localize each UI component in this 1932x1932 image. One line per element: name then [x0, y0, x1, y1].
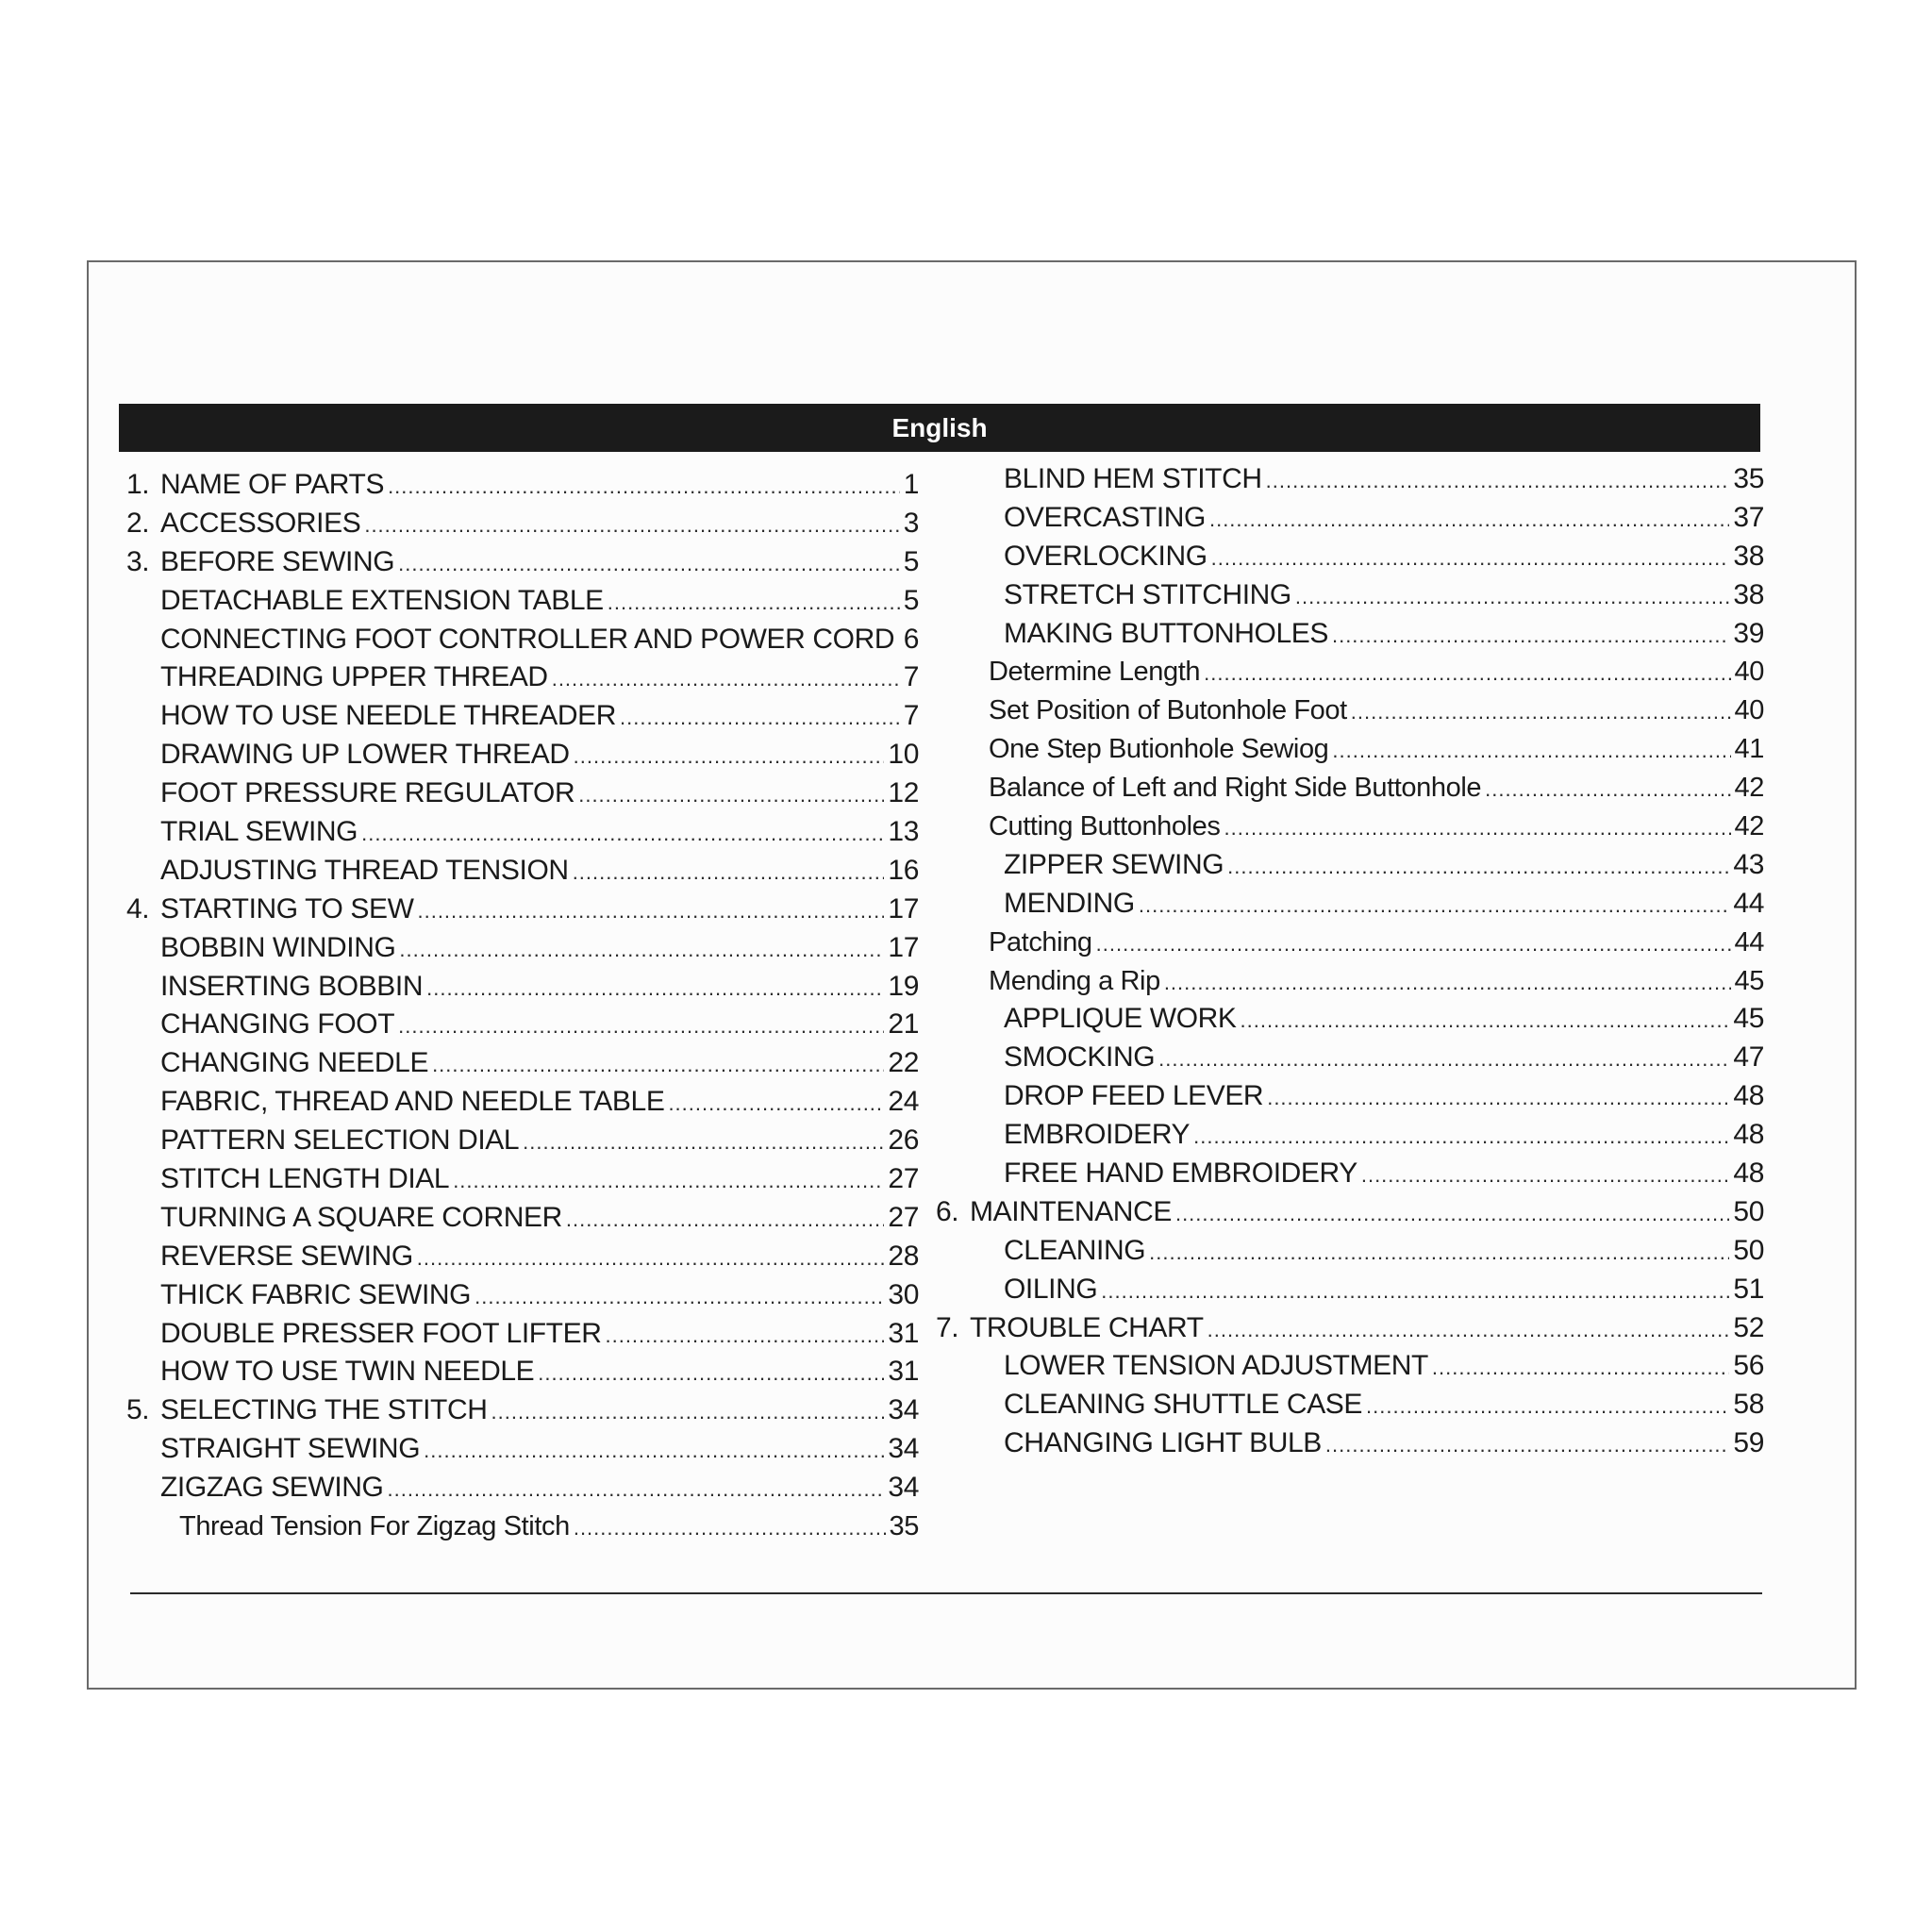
toc-entry-page: 27	[888, 1201, 919, 1233]
toc-leader-dots	[399, 931, 884, 970]
toc-leader-dots	[1241, 1002, 1730, 1041]
toc-entry-page: 45	[1734, 965, 1764, 996]
toc-leader-dots	[538, 1355, 884, 1393]
toc-leader-dots	[426, 970, 884, 1008]
toc-entry	[970, 1116, 1764, 1155]
toc-entry-label: CLEANING	[1004, 1234, 1146, 1266]
toc-entry-label: EMBROIDERY	[1004, 1119, 1191, 1151]
toc-entry	[970, 653, 1764, 691]
toc-entry-label: BOBBIN WINDING	[160, 931, 396, 963]
toc-entry-page: 34	[888, 1433, 919, 1465]
toc-entry-number: 1.	[126, 469, 150, 500]
toc-entry-page: 42	[1734, 811, 1764, 842]
toc-entry	[126, 658, 919, 697]
toc-leader-dots	[417, 892, 884, 931]
toc-entry-page: 22	[888, 1047, 919, 1079]
toc-leader-dots	[1366, 1388, 1729, 1426]
toc-leader-dots	[1158, 1041, 1729, 1079]
toc-leader-dots	[1204, 655, 1730, 693]
toc-leader-dots	[398, 1008, 884, 1046]
toc-leader-dots	[475, 1278, 884, 1317]
toc-entry	[970, 924, 1764, 962]
toc-leader-dots	[1139, 887, 1730, 925]
toc-entry-page: 35	[1733, 463, 1764, 494]
toc-entry	[126, 1469, 919, 1507]
toc-entry-page: 44	[1734, 926, 1764, 958]
toc-entry-label: MAINTENANCE	[970, 1195, 1172, 1227]
toc-entry-label: Balance of Left and Right Side Buttonhole	[989, 773, 1482, 804]
toc-entry-page: 5	[903, 545, 919, 577]
toc-entry-label: CHANGING FOOT	[160, 1008, 395, 1041]
toc-entry-page: 50	[1733, 1234, 1764, 1266]
toc-entry-label: SMOCKING	[1004, 1041, 1156, 1074]
toc-leader-dots	[566, 1201, 885, 1240]
toc-entry	[126, 1122, 919, 1160]
toc-leader-dots	[1332, 732, 1730, 771]
toc-entry	[126, 697, 919, 736]
toc-entry-page: 13	[888, 816, 919, 848]
toc-entry	[970, 1077, 1764, 1116]
toc-entry-label: MAKING BUTTONHOLES	[1004, 617, 1328, 649]
toc-leader-dots	[417, 1240, 885, 1278]
toc-entry-label: ADJUSTING THREAD TENSION	[160, 854, 569, 886]
toc-leader-dots	[453, 1162, 884, 1201]
toc-leader-dots	[1211, 540, 1730, 578]
toc-leader-dots	[1164, 964, 1731, 1003]
toc-entry-label: TROUBLE CHART	[970, 1311, 1204, 1343]
toc-entry	[126, 621, 919, 659]
toc-right-column	[936, 460, 1764, 1463]
toc-entry	[970, 885, 1764, 924]
toc-leader-dots	[1332, 617, 1729, 656]
toc-entry-page: 59	[1733, 1427, 1764, 1459]
toc-entry-label: BLIND HEM STITCH	[1004, 463, 1262, 494]
toc-entry-page: 47	[1733, 1041, 1764, 1074]
toc-leader-dots	[1096, 925, 1731, 964]
toc-entry	[970, 962, 1764, 1001]
toc-leader-dots	[574, 738, 885, 776]
toc-entry-label: LOWER TENSION ADJUSTMENT	[1004, 1350, 1428, 1382]
toc-entry-label: THREADING UPPER THREAD	[160, 661, 548, 693]
toc-entry-label: REVERSE SEWING	[160, 1240, 413, 1272]
toc-entry	[936, 1193, 1764, 1232]
toc-entry-page: 5	[903, 584, 919, 616]
toc-entry-page: 40	[1734, 695, 1764, 726]
toc-entry	[126, 852, 919, 891]
toc-entry-label: INSERTING BOBBIN	[160, 970, 424, 1002]
toc-entry-label: BEFORE SEWING	[160, 545, 395, 577]
toc-entry	[970, 615, 1764, 654]
toc-entry	[970, 730, 1764, 769]
toc-entry-page: 27	[888, 1163, 919, 1195]
toc-entry-page: 19	[888, 970, 919, 1002]
toc-entry-label: CONNECTING FOOT CONTROLLER AND POWER CORD	[160, 623, 895, 655]
toc-entry-page: 28	[888, 1240, 919, 1272]
toc-entry	[970, 769, 1764, 808]
toc-entry-label: Thread Tension For Zigzag Stitch	[179, 1511, 570, 1542]
toc-entry	[970, 808, 1764, 846]
toc-entry	[126, 1199, 919, 1238]
toc-leader-dots	[387, 1471, 884, 1509]
toc-entry-page: 35	[889, 1511, 919, 1542]
toc-entry	[970, 1347, 1764, 1386]
toc-entry-page: 34	[888, 1472, 919, 1504]
toc-entry	[126, 1083, 919, 1122]
toc-entry	[970, 1232, 1764, 1271]
toc-leader-dots	[364, 507, 899, 545]
toc-entry-label: DETACHABLE EXTENSION TABLE	[160, 584, 604, 616]
toc-entry-label: TURNING A SQUARE CORNER	[160, 1201, 562, 1233]
toc-entry-page: 31	[888, 1317, 919, 1349]
toc-leader-dots	[1175, 1195, 1729, 1234]
toc-leader-dots	[898, 623, 900, 661]
toc-entry-label: CHANGING LIGHT BULB	[1004, 1427, 1322, 1459]
toc-entry-label: FREE HAND EMBROIDERY	[1004, 1158, 1357, 1190]
toc-entry-label: Cutting Buttonholes	[989, 811, 1221, 842]
toc-entry-label: CHANGING NEEDLE	[160, 1047, 429, 1079]
toc-leader-dots	[608, 584, 900, 623]
toc-left-column	[126, 466, 919, 1546]
toc-entry	[970, 460, 1764, 499]
toc-entry-label: FOOT PRESSURE REGULATOR	[160, 777, 575, 809]
toc-entry-page: 34	[888, 1394, 919, 1426]
toc-entry-page: 38	[1733, 578, 1764, 610]
toc-leader-dots	[605, 1317, 884, 1356]
toc-entry	[126, 1507, 919, 1546]
toc-leader-dots	[1432, 1349, 1730, 1388]
toc-entry	[970, 691, 1764, 730]
toc-entry-label: ZIGZAG SEWING	[160, 1472, 384, 1504]
toc-leader-dots	[1485, 771, 1730, 809]
toc-leader-dots	[1351, 693, 1731, 732]
toc-entry-number: 2.	[126, 507, 150, 539]
toc-entry	[126, 929, 919, 968]
toc-entry-number: 4.	[126, 892, 150, 924]
toc-entry-page: 48	[1733, 1119, 1764, 1151]
toc-entry-page: 45	[1733, 1003, 1764, 1035]
toc-entry-page: 7	[903, 700, 919, 732]
toc-entry-page: 31	[888, 1356, 919, 1388]
toc-entry-label: OVERLOCKING	[1004, 540, 1208, 572]
toc-entry-page: 6	[903, 623, 919, 655]
toc-entry-page: 50	[1733, 1195, 1764, 1227]
toc-entry-page: 21	[888, 1008, 919, 1041]
toc-entry	[126, 582, 919, 621]
toc-entry	[970, 1424, 1764, 1463]
toc-leader-dots	[1101, 1273, 1729, 1311]
toc-leader-dots	[523, 1124, 884, 1162]
toc-entry	[126, 1276, 919, 1315]
toc-leader-dots	[578, 776, 884, 815]
toc-entry	[126, 774, 919, 813]
toc-leader-dots	[1209, 501, 1729, 540]
toc-entry	[970, 1271, 1764, 1309]
toc-entry	[126, 505, 919, 543]
toc-entry-page: 48	[1733, 1080, 1764, 1112]
toc-leader-dots	[1361, 1157, 1730, 1195]
toc-entry-label: ACCESSORIES	[160, 507, 361, 539]
toc-entry-number: 5.	[126, 1394, 150, 1426]
toc-leader-dots	[398, 545, 900, 584]
toc-entry	[126, 1006, 919, 1044]
toc-entry-page: 44	[1733, 887, 1764, 919]
toc-entry-label: STITCH LENGTH DIAL	[160, 1163, 450, 1195]
toc-entry-label: PATTERN SELECTION DIAL	[160, 1124, 520, 1157]
toc-entry	[970, 499, 1764, 538]
toc-entry	[126, 1353, 919, 1391]
toc-entry	[970, 1386, 1764, 1424]
toc-entry-label: SELECTING THE STITCH	[160, 1394, 488, 1426]
toc-entry	[126, 891, 919, 929]
toc-entry	[970, 846, 1764, 885]
toc-entry	[126, 466, 919, 505]
toc-entry-label: Determine Length	[989, 657, 1201, 688]
toc-leader-dots	[1325, 1426, 1730, 1465]
toc-leader-dots	[1266, 462, 1730, 501]
toc-entry-page: 12	[888, 777, 919, 809]
toc-leader-dots	[388, 468, 900, 507]
toc-leader-dots	[1267, 1079, 1729, 1118]
toc-entry-label: CLEANING SHUTTLE CASE	[1004, 1389, 1363, 1421]
toc-entry-label: TRIAL SEWING	[160, 816, 358, 848]
toc-entry	[126, 968, 919, 1007]
toc-leader-dots	[1149, 1234, 1729, 1273]
toc-leader-dots	[1193, 1118, 1729, 1157]
toc-entry-label: STRETCH STITCHING	[1004, 578, 1291, 610]
toc-leader-dots	[432, 1046, 884, 1085]
toc-entry	[126, 1315, 919, 1354]
toc-entry-label: Set Position of Butonhole Foot	[989, 695, 1347, 726]
toc-leader-dots	[574, 1509, 886, 1548]
toc-entry	[970, 1000, 1764, 1039]
toc-entry-label: DROP FEED LEVER	[1004, 1080, 1264, 1112]
toc-entry-page: 3	[903, 507, 919, 539]
toc-entry-page: 30	[888, 1278, 919, 1310]
toc-entry-label: MENDING	[1004, 887, 1135, 919]
header-title: English	[891, 413, 988, 442]
toc-leader-dots	[424, 1432, 884, 1471]
toc-entry-label: Mending a Rip	[989, 965, 1160, 996]
toc-leader-dots	[620, 699, 900, 738]
toc-entry-page: 1	[903, 469, 919, 500]
toc-entry-page: 16	[888, 854, 919, 886]
toc-entry-label: ZIPPER SEWING	[1004, 848, 1224, 880]
toc-leader-dots	[1227, 848, 1729, 887]
toc-entry-label: STRAIGHT SEWING	[160, 1433, 421, 1465]
toc-entry	[126, 1238, 919, 1276]
footer-rule	[130, 1592, 1762, 1594]
toc-entry-number: 3.	[126, 545, 150, 577]
language-header-bar	[119, 404, 1760, 452]
toc-entry-label: NAME OF PARTS	[160, 469, 385, 500]
toc-entry	[970, 538, 1764, 576]
toc-entry	[126, 1391, 919, 1430]
toc-entry-page: 41	[1734, 734, 1764, 765]
toc-entry-page: 43	[1733, 848, 1764, 880]
toc-leader-dots	[573, 854, 885, 892]
toc-leader-dots	[1295, 578, 1730, 617]
toc-entry-label: One Step Butionhole Sewiog	[989, 734, 1329, 765]
toc-entry	[936, 1309, 1764, 1348]
toc-entry-label: Patching	[989, 926, 1092, 958]
toc-entry-label: THICK FABRIC SEWING	[160, 1278, 472, 1310]
toc-entry-label: HOW TO USE TWIN NEEDLE	[160, 1356, 535, 1388]
toc-entry-label: DRAWING UP LOWER THREAD	[160, 739, 570, 771]
toc-entry-label: OILING	[1004, 1273, 1098, 1305]
toc-entry-page: 10	[888, 739, 919, 771]
toc-entry	[126, 813, 919, 852]
toc-entry-page: 24	[888, 1086, 919, 1118]
toc-entry-page: 17	[888, 931, 919, 963]
toc-entry	[970, 576, 1764, 615]
toc-entry	[126, 1430, 919, 1469]
toc-leader-dots	[1208, 1311, 1730, 1350]
toc-leader-dots	[491, 1393, 885, 1432]
toc-leader-dots	[668, 1085, 884, 1124]
toc-entry-page: 56	[1733, 1350, 1764, 1382]
toc-entry-page: 26	[888, 1124, 919, 1157]
toc-entry	[970, 1039, 1764, 1077]
toc-entry-page: 39	[1733, 617, 1764, 649]
toc-entry	[126, 1160, 919, 1199]
toc-entry-page: 51	[1733, 1273, 1764, 1305]
toc-entry-label: APPLIQUE WORK	[1004, 1003, 1237, 1035]
toc-entry-page: 38	[1733, 540, 1764, 572]
toc-entry-page: 58	[1733, 1389, 1764, 1421]
toc-entry-page: 7	[903, 661, 919, 693]
toc-leader-dots	[552, 660, 900, 699]
toc-entry-number: 7.	[936, 1311, 959, 1343]
toc-leader-dots	[1224, 809, 1731, 848]
toc-entry	[126, 1044, 919, 1083]
toc-entry-label: OVERCASTING	[1004, 501, 1206, 533]
toc-entry-label: STARTING TO SEW	[160, 892, 414, 924]
toc-entry	[126, 736, 919, 774]
toc-entry-label: DOUBLE PRESSER FOOT LIFTER	[160, 1317, 602, 1349]
toc-entry-page: 17	[888, 892, 919, 924]
toc-leader-dots	[361, 815, 884, 854]
toc-entry-page: 48	[1733, 1158, 1764, 1190]
toc-entry-label: FABRIC, THREAD AND NEEDLE TABLE	[160, 1086, 665, 1118]
toc-entry-page: 37	[1733, 501, 1764, 533]
toc-entry-page: 42	[1734, 773, 1764, 804]
toc-entry-page: 52	[1733, 1311, 1764, 1343]
toc-entry	[970, 1155, 1764, 1193]
toc-entry-page: 40	[1734, 657, 1764, 688]
toc-entry-number: 6.	[936, 1195, 959, 1227]
toc-entry-label: HOW TO USE NEEDLE THREADER	[160, 700, 617, 732]
toc-entry	[126, 543, 919, 582]
